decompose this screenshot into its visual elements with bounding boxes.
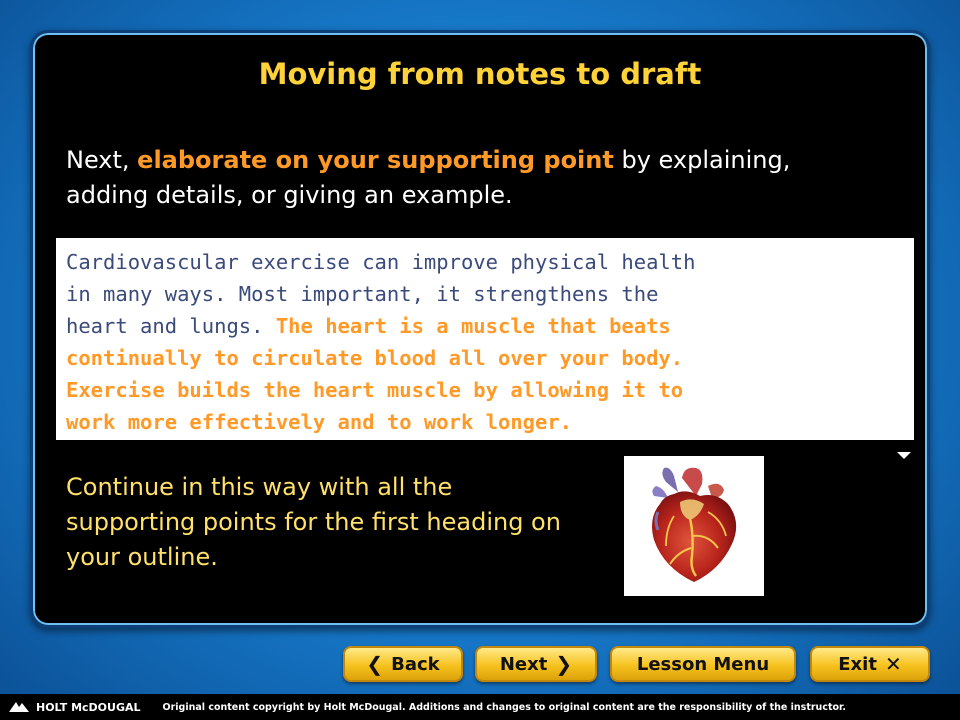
example-normal-text: heart and lungs.	[66, 314, 276, 338]
exit-button[interactable]	[810, 646, 930, 682]
next-button[interactable]	[475, 646, 597, 682]
slide-title: Moving from notes to draft	[258, 57, 702, 91]
example-line	[66, 246, 904, 278]
continue-text: Continue in this way with all the supporting points for the first heading on your outline.	[66, 473, 561, 571]
back-button-label: Back	[391, 653, 440, 675]
lesson-menu-button-label: Lesson Menu	[636, 653, 770, 675]
back-button[interactable]	[343, 646, 463, 682]
example-line	[66, 374, 904, 406]
chevron-right-icon: ❯	[555, 652, 573, 676]
example-normal-text: in many ways. Most important, it strengthens the	[66, 282, 659, 306]
holt-mcdougal-logo-icon	[8, 700, 30, 714]
lesson-menu-button[interactable]	[610, 646, 796, 682]
example-highlight-text: continually to circulate blood all over your body.	[66, 346, 684, 370]
close-icon: ✕	[884, 652, 902, 676]
intro-suffix: by explaining, adding details, or giving an example.	[66, 146, 791, 209]
example-line	[66, 278, 904, 310]
intro-text	[66, 143, 866, 213]
chevron-left-icon: ❮	[366, 652, 384, 676]
example-normal-text: Cardiovascular exercise can improve physical health	[66, 250, 696, 274]
example-line	[66, 406, 904, 438]
example-highlight-text: Exercise builds the heart muscle by allowing it to	[66, 378, 684, 402]
brand-name: HOLT McDOUGAL	[36, 700, 141, 714]
example-highlight-text: work more effectively and to work longer.	[66, 410, 573, 434]
heart-image	[624, 456, 764, 596]
exit-button-label: Exit	[838, 653, 877, 675]
example-highlight-text: The heart is a muscle that beats	[275, 314, 671, 338]
brand	[8, 700, 141, 714]
example-line	[66, 310, 904, 342]
example-line	[66, 342, 904, 374]
scroll-down-arrow-icon[interactable]	[897, 452, 911, 459]
intro-highlight: elaborate on your supporting point	[137, 146, 614, 174]
example-paragraph-box	[56, 238, 914, 440]
heart-illustration-icon	[624, 456, 764, 596]
intro-prefix: Next,	[66, 146, 138, 174]
copyright-text: Original content copyright by Holt McDougal. Additions and changes to original content are the responsibility of the instructor.	[162, 701, 846, 713]
next-button-label: Next	[499, 653, 548, 675]
footer-bar	[0, 694, 960, 720]
